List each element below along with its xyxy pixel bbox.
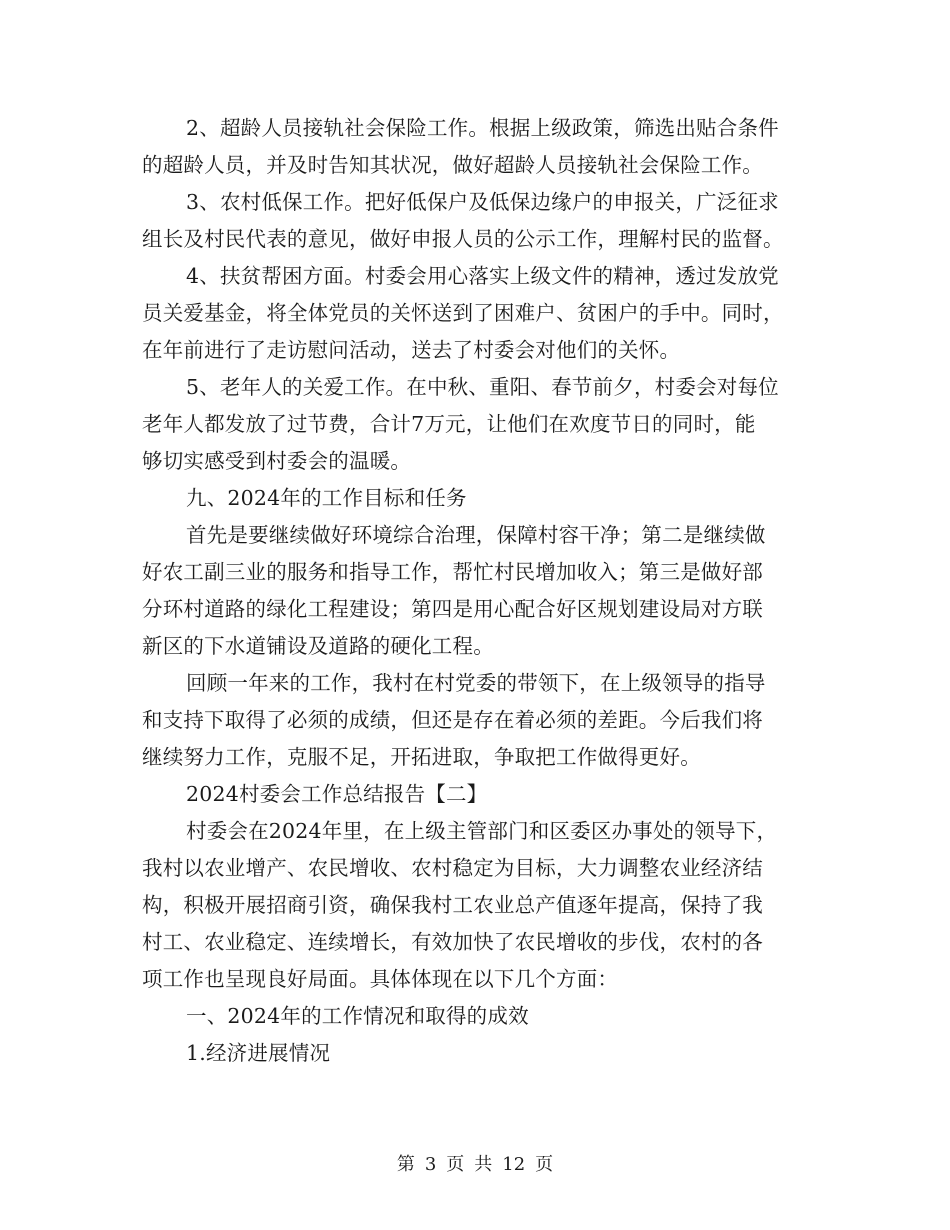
footer-page-word: 页 [446, 1154, 465, 1175]
section-heading: 一、2024年的工作情况和取得的成效 [186, 1004, 529, 1028]
page-footer [0, 1150, 950, 1176]
paragraph-line: 员关爱基金，将全体党员的关怀送到了困难户、贫困户的手中。同时， [142, 301, 784, 325]
paragraph-line: 好农工副三业的服务和指导工作，帮忙村民增加收入；第三是做好部 [142, 560, 763, 584]
paragraph-line: 分环村道路的绿化工程建设；第四是用心配合好区规划建设局对方联 [142, 597, 763, 621]
paragraph-line: 2、超龄人员接轨社会保险工作。根据上级政策，筛选出贴合条件 [186, 116, 779, 140]
paragraph-line: 村工、农业稳定、连续增长，有效加快了农民增收的步伐，农村的各 [142, 930, 763, 954]
section-heading: 九、2024年的工作目标和任务 [186, 486, 467, 510]
paragraph-line: 4、扶贫帮困方面。村委会用心落实上级文件的精神，透过发放党 [186, 264, 779, 288]
paragraph-line: 项工作也呈现良好局面。具体体现在以下几个方面： [142, 967, 619, 991]
report-title: 2024村委会工作总结报告【二】 [186, 782, 488, 806]
paragraph-line: 村委会在2024年里，在上级主管部门和区委区办事处的领导下， [186, 819, 778, 843]
paragraph-line: 的超龄人员，并及时告知其状况，做好超龄人员接轨社会保险工作。 [142, 153, 763, 177]
subsection-heading: 1.经济进展情况 [186, 1041, 331, 1065]
footer-total-word: 共 [474, 1154, 493, 1175]
paragraph-line: 组长及村民代表的意见，做好申报人员的公示工作，理解村民的监督。 [142, 227, 784, 251]
current-page-number: 3 [424, 1154, 437, 1175]
footer-prefix: 第 [396, 1154, 415, 1175]
paragraph-line: 我村以农业增产、农民增收、农村稳定为目标，大力调整农业经济结 [142, 856, 763, 880]
paragraph-line: 继续努力工作，克服不足，开拓进取，争取把工作做得更好。 [142, 745, 701, 769]
paragraph-line: 老年人都发放了过节费，合计7万元，让他们在欢度节日的同时，能 [142, 412, 756, 436]
footer-suffix: 页 [535, 1154, 554, 1175]
paragraph-line: 首先是要继续做好环境综合治理，保障村容干净；第二是继续做 [186, 523, 766, 547]
paragraph-line: 和支持下取得了必须的成绩，但还是存在着必须的差距。今后我们将 [142, 708, 763, 732]
paragraph-line: 3、农村低保工作。把好低保户及低保边缘户的申报关，广泛征求 [186, 190, 779, 214]
paragraph-line: 在年前进行了走访慰问活动，送去了村委会对他们的关怀。 [142, 338, 681, 362]
paragraph-line: 回顾一年来的工作，我村在村党委的带领下，在上级领导的指导 [186, 671, 766, 695]
paragraph-line: 够切实感受到村委会的温暖。 [142, 449, 412, 473]
paragraph-line: 新区的下水道铺设及道路的硬化工程。 [142, 634, 494, 658]
paragraph-line: 5、老年人的关爱工作。在中秋、重阳、春节前夕，村委会对每位 [186, 375, 779, 399]
paragraph-line: 构，积极开展招商引资，确保我村工农业总产值逐年提高，保持了我 [142, 893, 763, 917]
total-pages-number: 12 [502, 1154, 526, 1175]
